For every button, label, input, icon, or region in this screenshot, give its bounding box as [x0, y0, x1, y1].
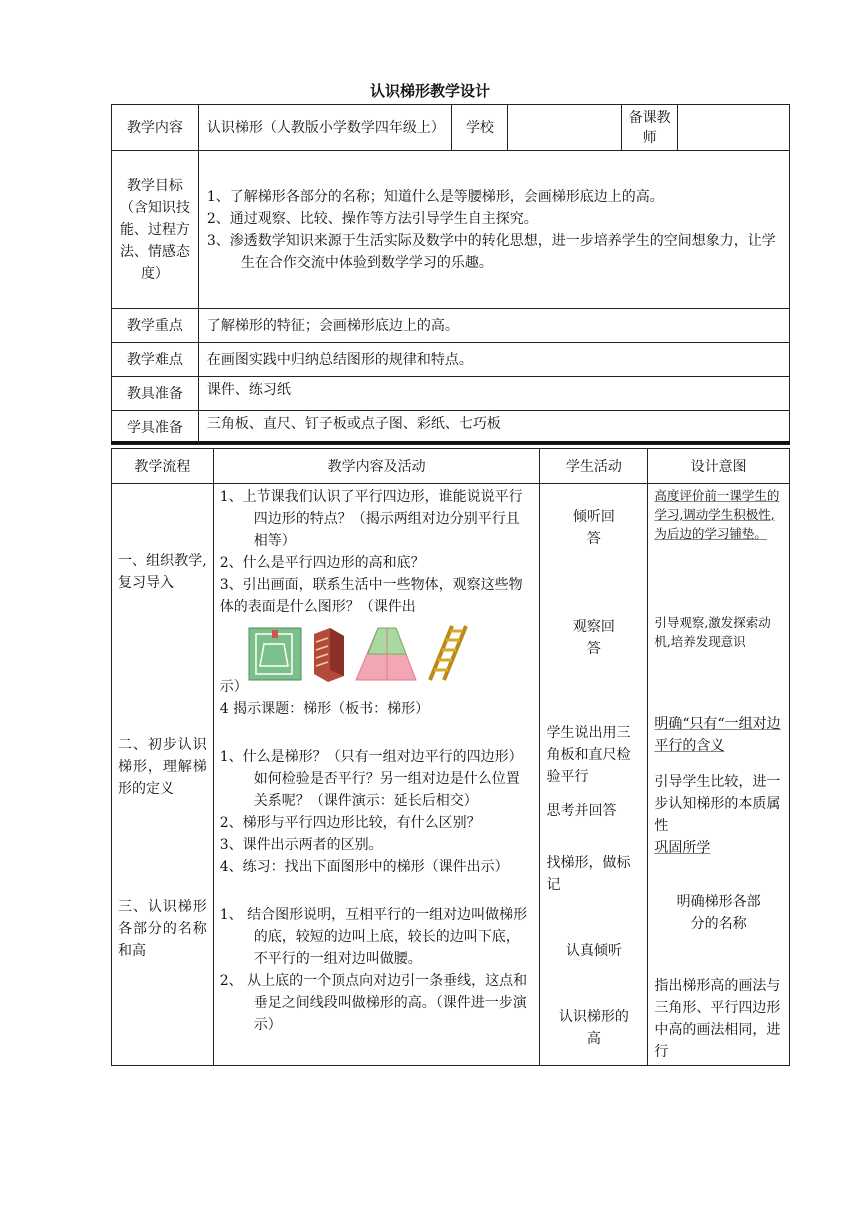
- flow-col-header: 教学流程: [112, 449, 214, 484]
- section-divider: [111, 441, 790, 444]
- flow-col-header: 学生活动: [540, 449, 648, 484]
- goal-item: 2、通过观察、比较、操作等方法引导学生自主探究。: [206, 210, 538, 227]
- stage3-student-a: 认真倾听: [565, 943, 622, 959]
- court-picture: [248, 624, 302, 682]
- student-tools-label: 学具准备: [112, 411, 199, 445]
- key-point-label: 教学重点: [112, 309, 199, 343]
- flow-col-header: 教学内容及活动: [213, 449, 540, 484]
- stage1-item: 3、引出画面，联系生活中一些物体，观察这些物体的表面是什么图形？（课件出: [219, 577, 523, 615]
- stage2-student-b: 思考并回答: [546, 803, 617, 819]
- picture-strip: [248, 618, 534, 682]
- school-value: [508, 105, 622, 151]
- student-activities: [540, 484, 648, 1066]
- stage3-item: 1、 结合图形说明，互相平行的一组对边叫做梯形的底，较短的边叫上底，较长的边叫下底，不平行的一组对边叫做腰。: [219, 907, 528, 967]
- content-value: 认识梯形（人教版小学数学四年级上）: [198, 105, 452, 151]
- teacher-tools-value: 课件、练习纸: [198, 377, 789, 411]
- flow-col-header: 设计意图: [648, 449, 790, 484]
- stage2-name: 二、初步认识梯形，理解梯形的定义: [118, 737, 207, 797]
- goals-row: [112, 151, 790, 309]
- stage2-item: 4、练习：找出下面图形中的梯形（课件出示）: [219, 859, 509, 875]
- stage1-pic-caption: 示）: [219, 679, 248, 695]
- goal-item: 3、渗透数学知识来源于生活实际及数学中的转化思想，进一步培养学生的空间想象力，让学生在合作交流中体验到数学学习的乐趣。: [206, 232, 776, 271]
- building-picture: [308, 624, 348, 682]
- difficulty-row: [112, 343, 790, 377]
- key-point-value: 了解梯形的特征；会画梯形底边上的高。: [198, 309, 789, 343]
- stage1-intent-a: 高度评价前一课学生的学习,调动学生积极性,为后边的学习铺垫。: [654, 488, 780, 541]
- stage1-item: 2、什么是平行四边形的高和底？: [219, 555, 425, 571]
- info-table: [111, 104, 790, 445]
- stage1-student-a: 倾听回答: [572, 509, 615, 547]
- teacher-label: 备课教师: [622, 105, 678, 151]
- teacher-value: [678, 105, 790, 151]
- stage1-name: 一、组织教学,复习导入: [118, 553, 207, 591]
- student-tools-value: 三角板、直尺、钉子板或点子图、彩纸、七巧板: [198, 411, 789, 445]
- stage-name: [112, 484, 214, 1066]
- flow-row: [112, 484, 790, 1066]
- goals-content: [198, 151, 789, 309]
- stage2-intent-b: 引导学生比较，进一步认知梯形的本质属性: [654, 774, 781, 834]
- difficulty-value: 在画图实践中归纳总结图形的规律和特点。: [198, 343, 789, 377]
- difficulty-label: 教学难点: [112, 343, 199, 377]
- flow-header-row: [112, 449, 790, 484]
- content-label: 教学内容: [112, 105, 199, 151]
- stage1-intent-b: 引导观察,激发探索动机,培养发现意识: [654, 615, 771, 649]
- stage2-intent-c: 巩固所学: [654, 840, 711, 856]
- school-label: 学校: [452, 105, 508, 151]
- stage2-intent-a: 明确“只有“一组对边平行的含义: [654, 716, 781, 754]
- stage1-student-b: 观察回答: [572, 619, 615, 657]
- stage2-student-c: 找梯形，做标记: [546, 855, 631, 893]
- goal-item: 1、了解梯形各部分的名称；知道什么是等腰梯形，会画梯形底边上的高。: [206, 188, 664, 205]
- stage2-item: 3、课件出示两者的区别。: [219, 837, 383, 853]
- page-title: 认识梯形教学设计: [369, 82, 490, 100]
- flow-table: [111, 448, 790, 1066]
- goals-label: 教学目标（含知识技能、过程方法、情感态度）: [112, 151, 199, 309]
- stage1-item4: 4 揭示课题：梯形（板书：梯形）: [219, 701, 430, 717]
- stage3-intent-b: 指出梯形高的画法与三角形、平行四边形中高的画法相同，进行: [654, 978, 781, 1060]
- ladder-picture: [424, 624, 470, 682]
- stage3-student-b: 认识梯形的高: [558, 1009, 629, 1047]
- flow-content: [213, 484, 540, 1066]
- key-point-row: [112, 309, 790, 343]
- stage3-name: 三、认识梯形各部分的名称和高: [118, 899, 207, 959]
- stage1-item: 1、上节课我们认识了平行四边形，谁能说说平行四边形的特点？（揭示两组对边分别平行且相等）: [219, 489, 523, 549]
- stage2-item: 1、什么是梯形？（只有一组对边平行的四边形）如何检验是否平行？另一组对边是什么位置关系呢？（课件演示：延长后相交）: [219, 749, 523, 809]
- student-tools-row: [112, 411, 790, 445]
- teacher-tools-row: [112, 377, 790, 411]
- stage2-student-a: 学生说出用三角板和直尺检验平行: [546, 725, 631, 785]
- teacher-tools-label: 教具准备: [112, 377, 199, 411]
- tent-picture: [354, 624, 418, 682]
- stage2-item: 2、梯形与平行四边形比较，有什么区别？: [219, 815, 481, 831]
- stage3-item: 2、 从上底的一个顶点向对边引一条垂线，这点和垂足之间线段叫做梯形的高。（课件进一步演示）: [219, 973, 528, 1033]
- stage3-intent-a: 明确梯形各部分的名称: [676, 894, 761, 932]
- design-intents: [648, 484, 790, 1066]
- header-row: [112, 105, 790, 151]
